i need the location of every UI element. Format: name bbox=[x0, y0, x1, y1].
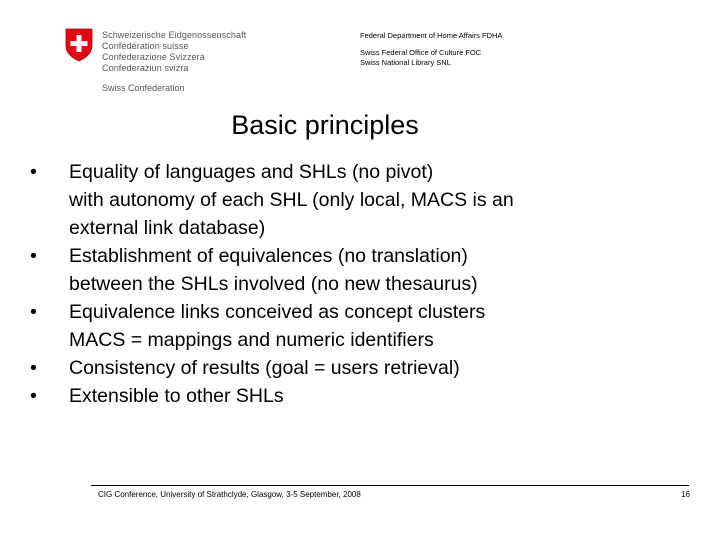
footer-divider bbox=[91, 485, 689, 486]
bullet-marker: • bbox=[30, 357, 37, 379]
bullet-item bbox=[30, 298, 670, 354]
bullet-marker: • bbox=[30, 385, 37, 407]
bullet-line: Equivalence links conceived as concept clusters bbox=[69, 301, 486, 323]
confederation-name-it: Confederazione Svizzera bbox=[102, 52, 205, 62]
confederation-name-fr: Confédération suisse bbox=[102, 41, 189, 51]
bullet-item bbox=[30, 354, 670, 382]
bullet-line: between the SHLs involved (no new thesaurus) bbox=[69, 273, 478, 295]
confederation-name-de: Schweizerische Eidgenossenschaft bbox=[102, 30, 247, 40]
slide-title: Basic principles bbox=[231, 110, 419, 140]
bullet-line: Extensible to other SHLs bbox=[69, 385, 284, 407]
bullet-line: MACS = mappings and numeric identifiers bbox=[69, 329, 434, 351]
confederation-name-en: Swiss Confederation bbox=[102, 83, 185, 93]
bullet-item bbox=[30, 382, 670, 410]
office-name: Swiss Federal Office of Culture FOC bbox=[360, 48, 482, 57]
bullet-line: Equality of languages and SHLs (no pivot) bbox=[69, 161, 434, 183]
confederation-name-rm: Confederaziun svizra bbox=[102, 63, 189, 73]
department-header bbox=[360, 31, 502, 68]
bullet-marker: • bbox=[30, 245, 37, 267]
footer-conference-text: CIG Conference, University of Strathclyde, Glasgow, 3-5 September, 2008 bbox=[98, 490, 361, 499]
bullet-item bbox=[30, 158, 670, 242]
bullet-line: with autonomy of each SHL (only local, MACS is an bbox=[69, 189, 514, 211]
page-number: 16 bbox=[681, 490, 690, 499]
bullet-item bbox=[30, 242, 670, 298]
bullet-line: external link database) bbox=[69, 217, 266, 239]
confederation-logo bbox=[64, 28, 254, 98]
confederation-names bbox=[102, 30, 246, 74]
bullet-marker: • bbox=[30, 161, 37, 183]
bullet-list bbox=[30, 158, 670, 410]
bullet-line: Consistency of results (goal = users retrieval) bbox=[69, 357, 460, 379]
library-name: Swiss National Library SNL bbox=[360, 58, 451, 67]
bullet-marker: • bbox=[30, 301, 37, 323]
swiss-coat-of-arms-icon bbox=[64, 28, 94, 62]
bullet-line: Establishment of equivalences (no translation) bbox=[69, 245, 468, 267]
department-name: Federal Department of Home Affairs FDHA bbox=[360, 31, 503, 40]
